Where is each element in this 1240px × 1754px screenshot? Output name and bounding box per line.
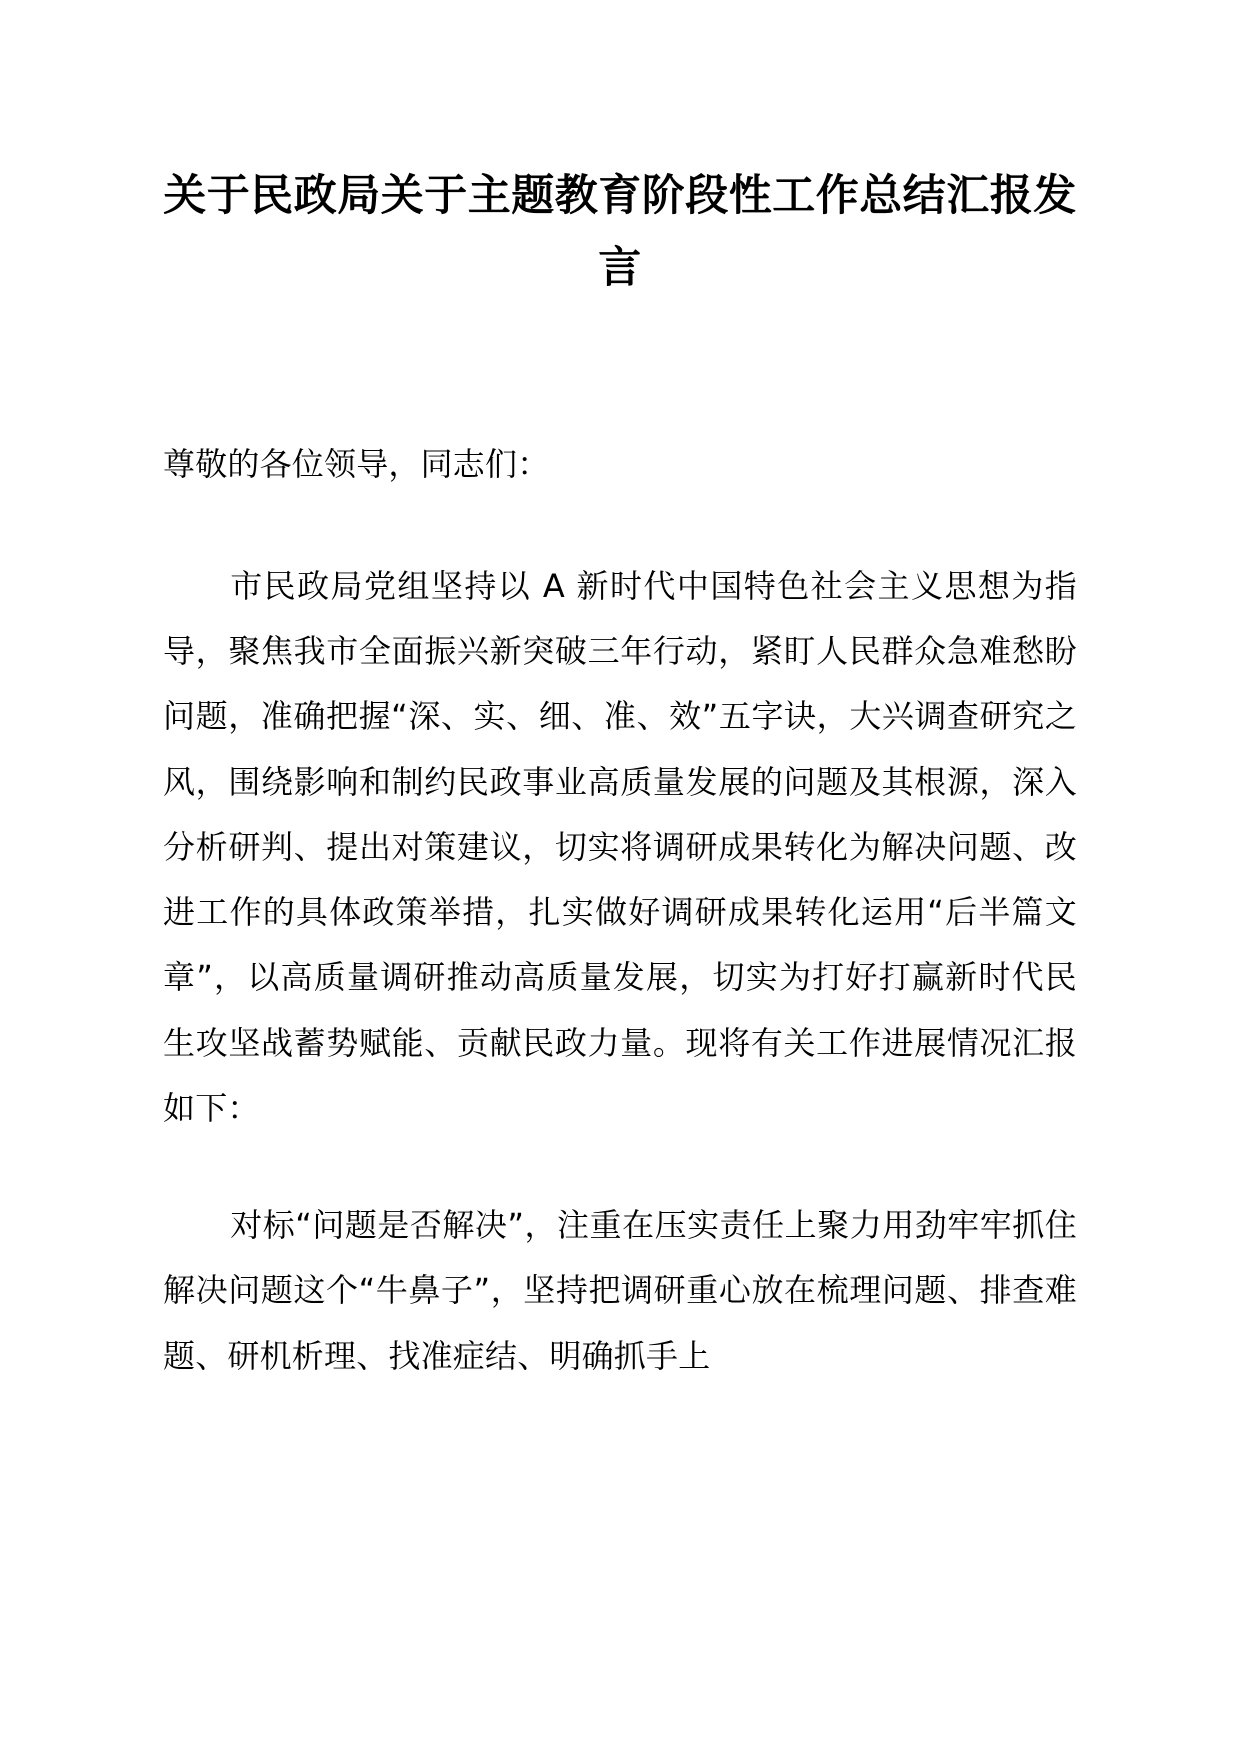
page-title: 关于民政局关于主题教育阶段性工作总结汇报发言 bbox=[163, 171, 1077, 294]
body-paragraph-1: 市民政局党组坚持以 A 新时代中国特色社会主义思想为指导，聚焦我市全面振兴新突破三年行动，紧盯人民群众急难愁盼问题，准确把握“深、实、细、准、效”五字诀，大兴调查研究之风，围绕影响和制约民政事业高质量发展的问题及其根源，深入分析研判、提出对策建议，切实将调研成果转化为解决问题、改进工作的具体政策举措，扎实做好调研成果转化运用“后半篇文章”，以高质量调研推动高质量发展，切实为打好打赢新时代民生攻坚战蓄势赋能、贡献民政力量。现将有关工作进展情况汇报如下： bbox=[163, 566, 1077, 1127]
paragraph-spacer bbox=[163, 528, 1077, 554]
body-paragraph-2: 对标“问题是否解决”，注重在压实责任上聚力用劲牢牢抓住解决问题这个“牛鼻子”，坚持把调研重心放在梳理问题、排查难题、研机析理、找准症结、明确抓手上 bbox=[163, 1206, 1077, 1375]
paragraph-spacer bbox=[163, 1167, 1077, 1193]
salutation-line: 尊敬的各位领导，同志们： bbox=[163, 445, 550, 484]
document-body bbox=[163, 432, 1077, 1388]
page-content bbox=[163, 0, 1077, 1415]
